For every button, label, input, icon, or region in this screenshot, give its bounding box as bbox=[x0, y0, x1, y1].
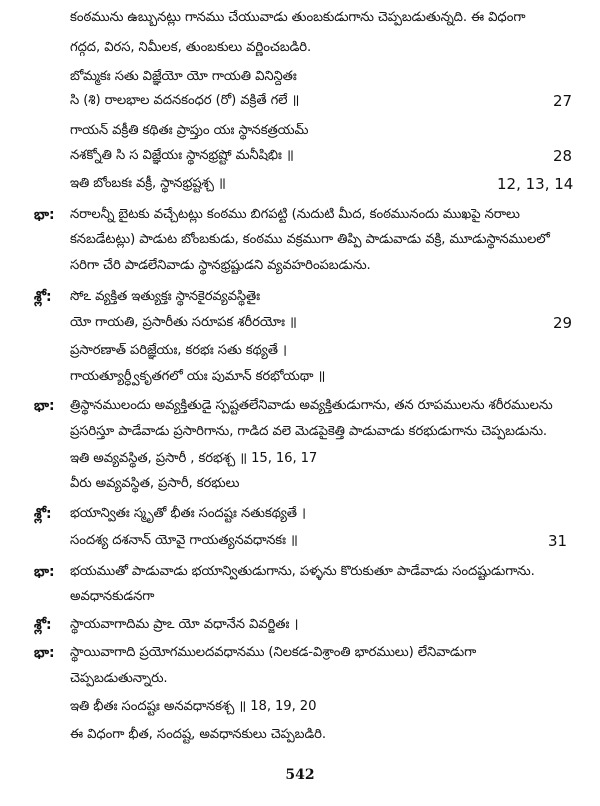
line-text: భయముతో పాడువాడు భయాన్వితుడుగాను, పళ్ళను కొరుకుతూ పాడేవాడు సందష్టుడుగాను. bbox=[70, 564, 535, 579]
line-text: గద్గద, విరస, నిమీలక, తుంబకులు వర్ణించబడిరి. bbox=[70, 40, 312, 55]
line-text: ఇతి అవ్యవస్థిత, ప్రసారీ , కరభశ్చ ॥ 15, 16, 17 bbox=[70, 451, 318, 466]
line-text: ప్రసరిస్తూ పాడేవాడు ప్రసారిగాను, గాడిద వలె మెడపైకెత్తి పాడువాడు కరభుడుగాను చెప్పబడును. bbox=[70, 424, 548, 439]
verse-number: 27 bbox=[553, 92, 573, 110]
line-text: కంఠమును ఉబ్బునట్లు గానము చేయువాడు తుంబకుడుగాను చెప్పబడుతున్నది. ఈ విధంగా bbox=[70, 10, 526, 25]
commentary-line bbox=[0, 420, 600, 444]
commentary-label: భా: bbox=[34, 645, 55, 661]
verse-number: 12, 13, 14 bbox=[497, 175, 574, 193]
commentary-line bbox=[0, 203, 600, 227]
verse-line bbox=[0, 365, 600, 389]
line-text: చెప్పబడుతున్నారు. bbox=[70, 671, 168, 686]
line-text: సందశ్య దశనాన్ యోవై గాయత్యనవధానకః ॥ bbox=[70, 533, 298, 548]
verse-line bbox=[0, 285, 600, 309]
verse-number: 31 bbox=[548, 532, 568, 550]
commentary-label: భా: bbox=[34, 207, 55, 223]
verse-line bbox=[0, 144, 600, 168]
text-line bbox=[0, 6, 600, 30]
line-text: ప్రసారణాత్ పరిజ్ఞేయః, కరభః సతు కథ్యతే । bbox=[70, 343, 287, 358]
line-text: నశక్నోతి సి స విజ్ఞేయః స్థానభ్రష్టో మనీషిభిః ॥ bbox=[70, 148, 294, 163]
line-text: యో గాయతి, ప్రసారీతు సరూపక శరీరయోః ॥ bbox=[70, 315, 297, 330]
commentary-line bbox=[0, 447, 600, 471]
verse-line bbox=[0, 502, 600, 526]
sloka-label: శ్లో: bbox=[34, 289, 52, 305]
line-text: స్థాయివాగాది ప్రయోగములదవధానము (నిలకడ-విశ్రాంతి భారములు) లేనివాడుగా bbox=[70, 645, 477, 660]
commentary-label: భా: bbox=[34, 564, 55, 580]
line-text: సి (శి) రాలభాల వదనకంధర (రో) వక్రితే గలే ॥ bbox=[70, 93, 300, 108]
verse-line bbox=[0, 119, 600, 143]
text-line bbox=[0, 36, 600, 60]
verse-line bbox=[0, 339, 600, 363]
line-text: నరాలన్నీ బైటకు వచ్చేటట్లు కంఠము బిగపట్టి (నుదుటి మీద, కంఠమునందు ముఖపై నరాలు bbox=[70, 207, 520, 222]
line-text: ఈ విధంగా భీత, సందష్ట, అవధానకులు చెప్పబడిరి. bbox=[70, 727, 326, 742]
line-text: సోఽ వ్యక్తిత ఇత్యుక్తః స్థానకైరవ్యవస్థితైః bbox=[70, 289, 261, 304]
commentary-line bbox=[0, 641, 600, 665]
line-text: స్థాయవాగాదిమ ప్రాఽ యో వధానేన వివర్జితః । bbox=[70, 617, 299, 632]
commentary-line bbox=[0, 585, 600, 609]
page-number: 542 bbox=[285, 767, 315, 783]
line-text: బోమ్మకః సతు విజ్ఞేయో యో గాయతి వినిన్దితః bbox=[70, 69, 297, 84]
sloka-label: శ్లో: bbox=[34, 617, 52, 633]
commentary-line bbox=[0, 695, 600, 719]
commentary-line bbox=[0, 667, 600, 691]
verse-number: 29 bbox=[553, 314, 573, 332]
line-text: గాయన్ వక్రీతి కథితః ప్రాప్తుం యః స్థానకత్రయమ్ bbox=[70, 123, 309, 138]
line-text: అవధానకుడనగా bbox=[70, 589, 155, 604]
commentary-label: భా: bbox=[34, 398, 55, 414]
line-text: కనబడేటట్లు) పాడుట బోంబకుడు, కంఠము వక్రముగా తిప్పి పాడువాడు వక్రి, మూడుస్థానములలో bbox=[70, 232, 550, 247]
commentary-line bbox=[0, 254, 600, 278]
sloka-label: శ్లో: bbox=[34, 506, 52, 522]
line-text: వీరు అవ్యవస్థిత, ప్రసారీ, కరభులు bbox=[70, 476, 240, 491]
verse-line bbox=[0, 89, 600, 113]
verse-number: 28 bbox=[553, 147, 573, 165]
verse-line bbox=[0, 613, 600, 637]
commentary-line bbox=[0, 394, 600, 418]
verse-line bbox=[0, 311, 600, 335]
line-text: త్రిస్థానములందు అవ్యక్తితుడై స్పష్టతలేనివాడు అవ్యక్తితుడుగాను, తన రూపములను శరీరములను bbox=[70, 398, 553, 413]
line-text: సరిగా చేరి పాడలేనివాడు స్థానభ్రష్టుడని వ్యవహరింపబడును. bbox=[70, 258, 371, 273]
line-text: ఇతి భీతః సందష్టః అనవధానకశ్చ ॥ 18, 19, 20 bbox=[70, 699, 317, 714]
line-text: గాయత్యూర్ధ్వీకృతగలో యః పుమాన్ కరభోయథా ॥ bbox=[70, 369, 326, 384]
line-text: భయాన్వితః స్మృతో భీతః సందష్టః నతుకథ్యతే । bbox=[70, 506, 306, 521]
commentary-line bbox=[0, 723, 600, 747]
line-text: ఇతి బోంబకః వక్రీ, స్థానభ్రష్టశ్చ ॥ bbox=[70, 176, 226, 191]
verse-line bbox=[0, 172, 600, 196]
verse-line bbox=[0, 65, 600, 89]
commentary-line bbox=[0, 228, 600, 252]
commentary-line bbox=[0, 560, 600, 584]
verse-line bbox=[0, 529, 600, 553]
commentary-line bbox=[0, 472, 600, 496]
